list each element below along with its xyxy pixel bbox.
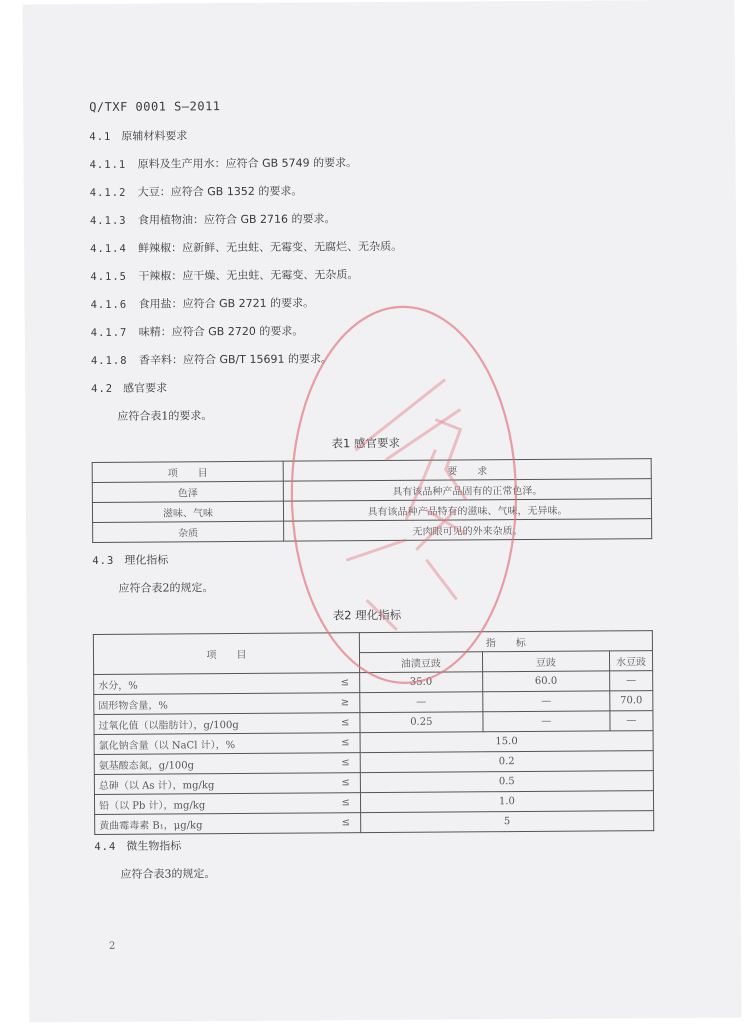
section-4-4 <box>94 839 181 854</box>
table-symbol-cell: ≤ <box>329 673 360 693</box>
table-cell: 15.0 <box>360 731 653 753</box>
section-title: 微生物指标 <box>126 839 182 853</box>
table-cell: 70.0 <box>610 691 653 711</box>
clause-text: 香辛料：应符合 GB/T 15691 的要求。 <box>138 352 332 367</box>
table-cell: — <box>609 671 652 691</box>
clause-number: 4.1.5 <box>90 270 128 284</box>
table-cell: — <box>483 691 610 712</box>
table-header-cell: 要 求 <box>283 459 651 482</box>
table-symbol-cell: ≤ <box>329 733 360 753</box>
table-header-cell: 水豆豉 <box>609 651 652 671</box>
table-symbol-cell: ≤ <box>329 773 360 793</box>
table-item-cell: 氯化钠含量（以 NaCl 计），% <box>94 733 329 755</box>
section-4-3 <box>92 553 168 568</box>
table-cell: 无肉眼可见的外来杂质。 <box>284 519 652 542</box>
table-item-cell: 氨基酸态氮，g/100g <box>94 753 329 775</box>
table-item-cell: 铅（以 Pb 计），mg/kg <box>94 793 329 815</box>
section-4-3-body: 应符合表2的规定。 <box>118 581 214 595</box>
table-cell: — <box>360 692 483 713</box>
table-row <box>93 519 652 543</box>
clause-text: 食用盐：应符合 GB 2721 的要求。 <box>138 296 315 311</box>
clause-number: 4.1.1 <box>89 158 127 172</box>
table-cell: 具有该品种产品固有的正常色泽。 <box>283 479 651 502</box>
clause-text: 大豆：应符合 GB 1352 的要求。 <box>137 184 303 199</box>
table2-caption: 表2 理化指标 <box>332 607 402 623</box>
table-symbol-cell: ≤ <box>329 753 360 773</box>
section-title: 感官要求 <box>123 381 168 395</box>
clause-4-1-6 <box>91 296 315 312</box>
section-number: 4.3 <box>92 554 115 568</box>
clause-4-1-8 <box>91 352 332 368</box>
table1-caption: 表1 感官要求 <box>331 435 401 451</box>
clause-4-1-5 <box>90 268 358 284</box>
clause-text: 干辣椒：应干燥、无虫蛀、无霉变、无杂质。 <box>138 268 359 283</box>
table-item-cell: 黄曲霉毒素 B₁，μg/kg <box>95 813 330 835</box>
clause-number: 4.1.8 <box>90 354 128 368</box>
clause-text: 味精：应符合 GB 2720 的要求。 <box>138 324 304 339</box>
table-cell: 35.0 <box>359 672 482 693</box>
clause-number: 4.1.4 <box>90 242 127 256</box>
section-title: 原辅材料要求 <box>121 129 188 143</box>
clause-4-1-2 <box>90 185 303 200</box>
table-cell: 具有该品种产品特有的滋味、气味，无异味。 <box>283 499 651 522</box>
clause-4-1-1 <box>90 156 358 172</box>
clause-number: 4.1.2 <box>89 186 127 200</box>
table-row <box>95 811 654 835</box>
table-cell: 60.0 <box>482 671 609 692</box>
table-header-cell: 项 目 <box>93 633 359 675</box>
table-item-cell: 固形物含量，% <box>94 693 329 715</box>
table-symbol-cell: ≥ <box>329 693 360 713</box>
table-symbol-cell: ≤ <box>330 793 361 813</box>
table-cell: 滋味、气味 <box>92 501 283 522</box>
clause-number: 4.1.3 <box>89 214 127 228</box>
table-cell: 色泽 <box>92 481 283 502</box>
sensory-requirements-table <box>92 458 653 543</box>
table-cell: 0.5 <box>360 771 653 793</box>
clause-4-1-4 <box>90 240 402 256</box>
table-symbol-cell: ≤ <box>330 813 361 833</box>
section-4-1 <box>89 129 187 144</box>
document-page <box>22 0 741 1022</box>
clause-text: 食用植物油：应符合 GB 2716 的要求。 <box>137 212 336 227</box>
section-number: 4.2 <box>91 382 114 396</box>
clause-4-1-3 <box>90 212 336 228</box>
section-4-2-body: 应符合表1的要求。 <box>117 409 213 423</box>
clause-text: 原料及生产用水：应符合 GB 5749 的要求。 <box>137 156 358 171</box>
section-title: 理化指标 <box>124 553 169 567</box>
section-number: 4.4 <box>94 840 117 854</box>
table-cell: — <box>610 711 653 731</box>
table-item-cell: 水分，% <box>94 673 329 695</box>
table-cell: 1.0 <box>360 791 653 813</box>
table-header-cell: 油渍豆豉 <box>359 652 482 673</box>
section-4-4-body: 应符合表3的规定。 <box>120 867 216 881</box>
clause-4-1-7 <box>91 325 304 340</box>
clause-number: 4.1.7 <box>90 326 128 340</box>
table-item-cell: 总砷（以 As 计），mg/kg <box>94 773 329 795</box>
clause-number: 4.1.6 <box>90 298 128 312</box>
table-cell: 5 <box>360 811 653 833</box>
table-cell: 0.2 <box>360 751 653 773</box>
document-header-code: Q/TXF 0001 S—2011 <box>89 99 221 115</box>
table-cell: 杂质 <box>93 521 284 542</box>
section-number: 4.1 <box>89 130 112 144</box>
table-header-cell: 豆豉 <box>482 651 609 672</box>
clause-text: 鲜辣椒：应新鲜、无虫蛀、无霉变、无腐烂、无杂质。 <box>138 239 403 255</box>
table-header-group: 指 标 <box>359 631 652 653</box>
table-header-cell: 项 目 <box>92 461 283 482</box>
table-item-cell: 过氧化值（以脂肪计），g/100g <box>94 713 329 735</box>
table-cell: — <box>483 711 610 732</box>
table-cell: 0.25 <box>360 712 483 733</box>
physicochemical-indicators-table <box>93 630 654 835</box>
table-symbol-cell: ≤ <box>329 713 360 733</box>
page-number: 2 <box>108 940 116 952</box>
section-4-2 <box>91 381 167 396</box>
